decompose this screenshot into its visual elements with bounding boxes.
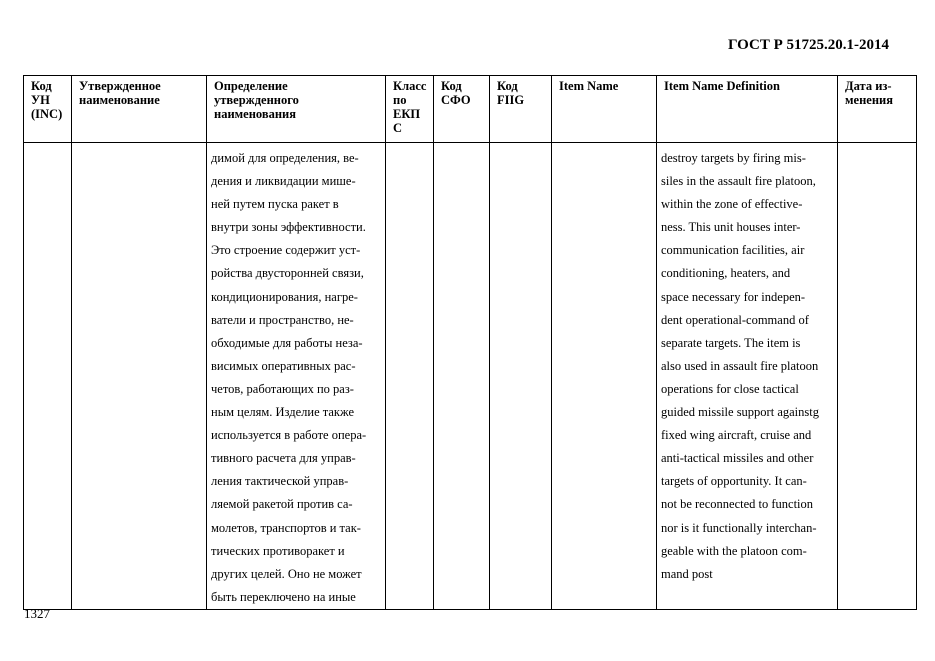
col-header-line: ЕКП bbox=[393, 107, 421, 121]
cell-fiig bbox=[490, 143, 552, 610]
col-header-line: Код bbox=[441, 79, 462, 93]
text-line: четов, работающих по раз- bbox=[211, 381, 354, 396]
col-header-item-name-definition bbox=[657, 76, 838, 143]
text-line: обходимые для работы неза- bbox=[211, 335, 363, 350]
text-line: communication facilities, air bbox=[661, 243, 805, 258]
text-line: быть переключено на иные bbox=[211, 589, 356, 604]
text-line: geable with the platoon com- bbox=[661, 543, 807, 558]
nomenclature-table bbox=[23, 75, 917, 610]
text-line: тивного расчета для управ- bbox=[211, 451, 356, 466]
cell-ekp-class bbox=[386, 143, 434, 610]
text-line: кондиционирования, нагре- bbox=[211, 289, 358, 304]
col-header-line: FIIG bbox=[497, 93, 525, 107]
col-header-line: утвержденного bbox=[214, 93, 299, 107]
col-header-line: Дата из- bbox=[845, 79, 892, 93]
cell-item-name bbox=[552, 143, 657, 610]
text-line: mand post bbox=[661, 566, 713, 581]
text-line: space necessary for indepen- bbox=[661, 289, 806, 304]
text-line: димой для определения, ве- bbox=[211, 151, 359, 165]
col-header-line: по bbox=[393, 93, 407, 107]
text-line: Это строение содержит уст- bbox=[211, 243, 361, 258]
text-line: not be reconnected to function bbox=[661, 497, 814, 512]
col-header-line: менения bbox=[845, 93, 893, 107]
text-line: destroy targets by firing mis- bbox=[661, 151, 806, 165]
col-header-line: С bbox=[393, 121, 403, 135]
text-line: dent operational-command of bbox=[661, 312, 809, 327]
col-header-line: наименования bbox=[214, 107, 297, 121]
text-line: ляемой ракетой против са- bbox=[211, 497, 353, 512]
col-header-change-date bbox=[838, 76, 917, 143]
col-header-line: Код bbox=[497, 79, 518, 93]
col-header-line: Item Name Definition bbox=[664, 79, 780, 93]
text-line: anti-tactical missiles and other bbox=[661, 451, 814, 466]
cell-item-name-definition bbox=[657, 143, 838, 610]
text-line: молетов, транспортов и так- bbox=[211, 520, 361, 535]
text-line: ватели и пространство, не- bbox=[211, 312, 354, 327]
text-line: guided missile support againstg bbox=[661, 405, 819, 420]
text-line: within the zone of effective- bbox=[661, 197, 803, 212]
col-header-line: Класс bbox=[393, 79, 427, 93]
col-header-definition-ru bbox=[207, 76, 386, 143]
table-row bbox=[24, 143, 917, 610]
text-line: дения и ликвидации мише- bbox=[211, 174, 356, 189]
text-line: operations for close tactical bbox=[661, 381, 799, 396]
table-header-row bbox=[24, 76, 917, 143]
col-header-line: наименование bbox=[79, 93, 160, 107]
col-header-sfo bbox=[434, 76, 490, 143]
cell-approved-name bbox=[72, 143, 207, 610]
text-line: targets of opportunity. It can- bbox=[661, 474, 807, 489]
text-line: висимых оперативных рас- bbox=[211, 358, 356, 373]
text-line: ройства двусторонней связи, bbox=[211, 266, 364, 281]
text-line: ness. This unit houses inter- bbox=[661, 220, 801, 235]
col-header-line: Item Name bbox=[559, 79, 619, 93]
text-line: используется в работе опера- bbox=[211, 428, 367, 443]
col-header-fiig bbox=[490, 76, 552, 143]
col-header-line: Код bbox=[31, 79, 52, 93]
col-header-line: (INC) bbox=[31, 107, 63, 121]
col-header-ekp-class bbox=[386, 76, 434, 143]
text-line: ления тактической управ- bbox=[211, 474, 349, 489]
text-line: separate targets. The item is bbox=[661, 335, 801, 350]
text-line: внутри зоны эффективности. bbox=[211, 220, 366, 235]
col-header-line: УН bbox=[31, 93, 50, 107]
text-line: других целей. Оно не может bbox=[211, 566, 362, 581]
text-line: fixed wing aircraft, cruise and bbox=[661, 428, 812, 443]
text-line: also used in assault fire platoon bbox=[661, 358, 819, 373]
text-line: conditioning, heaters, and bbox=[661, 266, 791, 281]
col-header-line: Определение bbox=[214, 79, 288, 93]
cell-change-date bbox=[838, 143, 917, 610]
text-line: ней путем пуска ракет в bbox=[211, 197, 339, 212]
text-line: siles in the assault fire platoon, bbox=[661, 174, 816, 189]
col-header-line: СФО bbox=[441, 93, 471, 107]
cell-sfo bbox=[434, 143, 490, 610]
text-line: nor is it functionally interchan- bbox=[661, 520, 817, 535]
document-code: ГОСТ Р 51725.20.1-2014 bbox=[727, 37, 889, 53]
page-number: 1327 bbox=[24, 606, 50, 621]
col-header-line: Утвержденное bbox=[79, 79, 161, 93]
text-line: тических противоракет и bbox=[211, 543, 345, 558]
cell-inc bbox=[24, 143, 72, 610]
text-line: ным целям. Изделие также bbox=[211, 405, 355, 420]
cell-definition-ru bbox=[207, 143, 386, 610]
col-header-approved-name bbox=[72, 76, 207, 143]
col-header-inc bbox=[24, 76, 72, 143]
col-header-item-name bbox=[552, 76, 657, 143]
